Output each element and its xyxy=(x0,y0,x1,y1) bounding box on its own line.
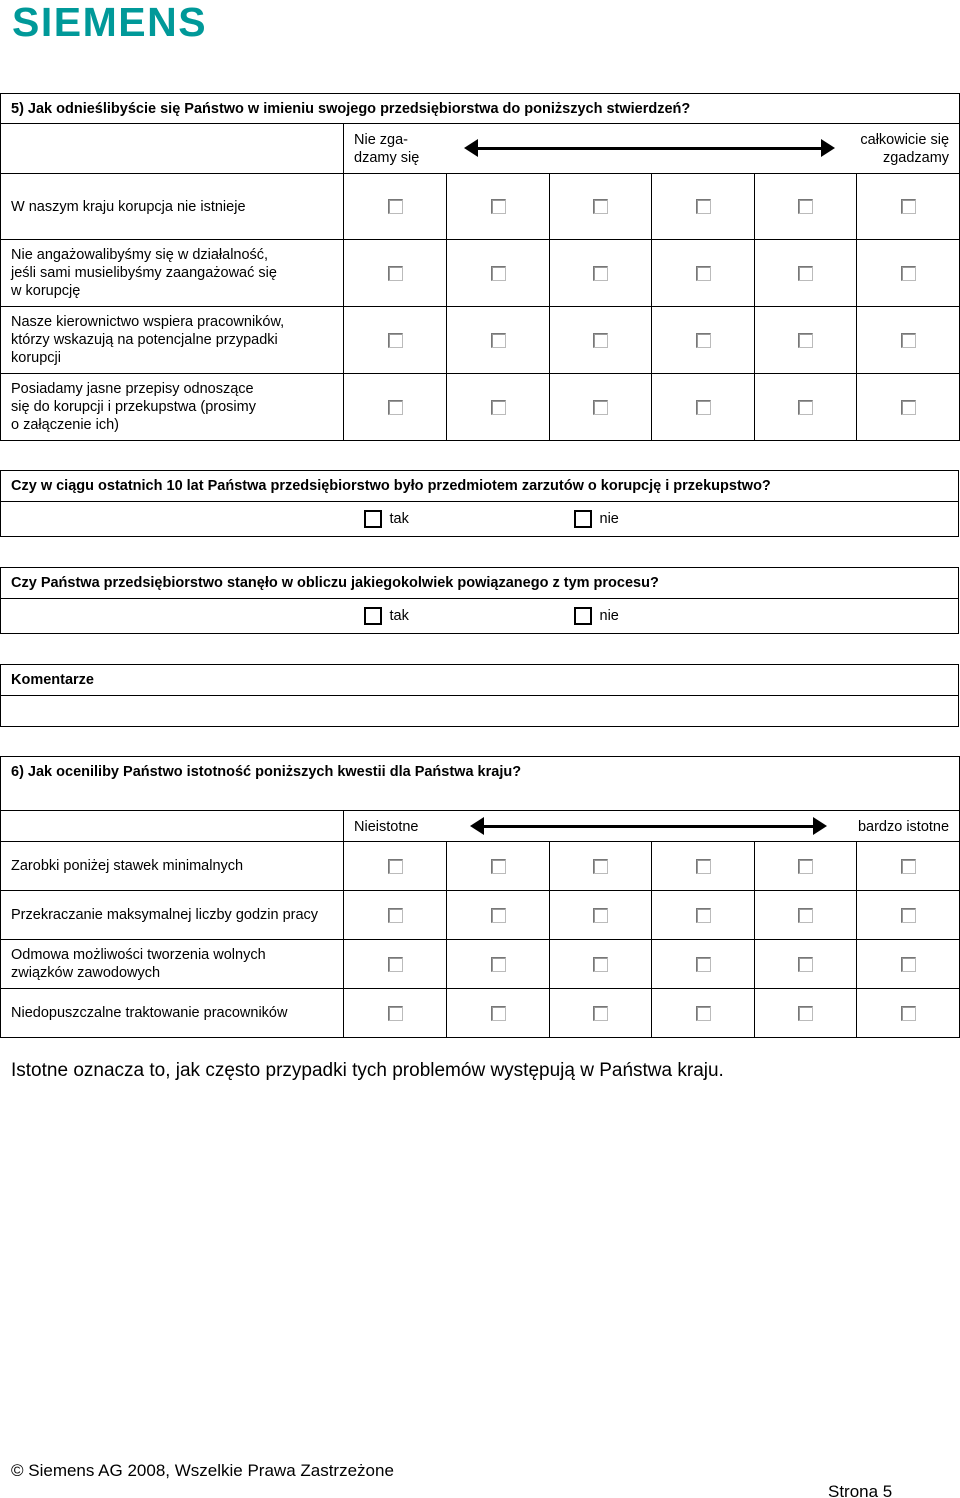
q5-row-label-line: o załączenie ich) xyxy=(11,417,119,433)
checkbox[interactable] xyxy=(901,1006,916,1021)
checkbox[interactable] xyxy=(388,859,403,874)
checkbox[interactable] xyxy=(491,400,506,415)
checkbox[interactable] xyxy=(491,266,506,281)
checkbox[interactable] xyxy=(798,400,813,415)
checkbox[interactable] xyxy=(901,333,916,348)
checkbox[interactable] xyxy=(901,859,916,874)
checkbox[interactable] xyxy=(901,266,916,281)
checkbox[interactable] xyxy=(593,199,608,214)
checkbox[interactable] xyxy=(491,859,506,874)
checkbox[interactable] xyxy=(798,333,813,348)
q5-row xyxy=(1,307,960,374)
no-checkbox[interactable] xyxy=(574,607,592,625)
process-question: Czy Państwa przedsiębiorstwo stanęło w obliczu jakiegokolwiek powiązanego z tym procesu? xyxy=(1,568,959,599)
checkbox[interactable] xyxy=(491,1006,506,1021)
q5-title: 5) Jak odnieślibyście się Państwo w imieniu swojego przedsiębiorstwa do poniższych stwierdzeń? xyxy=(1,94,960,124)
q6-row xyxy=(1,842,960,891)
checkbox[interactable] xyxy=(491,957,506,972)
checkbox[interactable] xyxy=(593,333,608,348)
q6-row-label-line: Odmowa możliwości tworzenia wolnych xyxy=(11,947,266,963)
q6-row-label: Niedopuszczalne traktowanie pracowników xyxy=(11,1005,288,1021)
checkbox[interactable] xyxy=(696,957,711,972)
checkbox[interactable] xyxy=(696,859,711,874)
checkbox[interactable] xyxy=(388,266,403,281)
yes-checkbox[interactable] xyxy=(364,607,382,625)
q5-row-label-line: jeśli sami musielibyśmy zaangażować się xyxy=(11,265,277,281)
checkbox[interactable] xyxy=(593,957,608,972)
importance-note: Istotne oznacza to, jak często przypadki tych problemów występują w Państwa kraju. xyxy=(11,1060,724,1081)
q6-row xyxy=(1,891,960,940)
checkbox[interactable] xyxy=(388,957,403,972)
no-checkbox[interactable] xyxy=(574,510,592,528)
no-label: nie xyxy=(599,511,619,527)
q6-scale xyxy=(344,811,960,842)
q6-row xyxy=(1,989,960,1038)
process-table xyxy=(0,567,959,634)
q6-row-label: Przekraczanie maksymalnej liczby godzin pracy xyxy=(11,907,319,923)
checkbox[interactable] xyxy=(696,199,711,214)
allegations-table xyxy=(0,470,959,537)
q5-row-label-line: którzy wskazują na potencjalne przypadki xyxy=(11,332,278,348)
q5-scale-right-line1: całkowicie się xyxy=(860,131,950,148)
q5-table xyxy=(0,93,960,441)
q6-row xyxy=(1,940,960,989)
q5-row xyxy=(1,174,960,240)
checkbox[interactable] xyxy=(696,1006,711,1021)
q5-row-label-line: Posiadamy jasne przepisy odnoszące xyxy=(11,381,254,397)
q5-scale-right-line2: zgadzamy xyxy=(882,149,950,166)
checkbox[interactable] xyxy=(696,333,711,348)
comments-title: Komentarze xyxy=(1,665,959,696)
q5-scale-left-line2: dzamy się xyxy=(354,149,420,166)
comments-table xyxy=(0,664,959,727)
checkbox[interactable] xyxy=(593,266,608,281)
checkbox[interactable] xyxy=(798,908,813,923)
checkbox[interactable] xyxy=(388,400,403,415)
checkbox[interactable] xyxy=(491,908,506,923)
checkbox[interactable] xyxy=(696,266,711,281)
page-number: Strona 5 xyxy=(828,1482,893,1498)
checkbox[interactable] xyxy=(593,1006,608,1021)
allegations-question: Czy w ciągu ostatnich 10 lat Państwa przedsiębiorstwo było przedmiotem zarzutów o korupcję i przekupstwo? xyxy=(1,471,959,502)
q6-title: 6) Jak oceniliby Państwo istotność poniższych kwestii dla Państwa kraju? xyxy=(1,757,960,811)
checkbox[interactable] xyxy=(491,333,506,348)
checkbox[interactable] xyxy=(388,1006,403,1021)
footer-copyright: © Siemens AG 2008, Wszelkie Prawa Zastrzeżone xyxy=(11,1461,394,1480)
q6-table xyxy=(0,756,960,1038)
q5-row xyxy=(1,374,960,441)
q5-row-label-line: się do korupcji i przekupstwa (prosimy xyxy=(11,399,256,415)
scale-arrow xyxy=(476,147,823,150)
q6-row-label-line: związków zawodowych xyxy=(11,965,161,981)
q5-row-label-line: korupcji xyxy=(11,350,61,366)
siemens-logo: SIEMENS xyxy=(12,0,208,45)
q6-row-label: Zarobki poniżej stawek minimalnych xyxy=(11,858,244,874)
checkbox[interactable] xyxy=(696,908,711,923)
q6-scale-left: Nieistotne xyxy=(354,818,419,835)
q5-scale xyxy=(344,124,960,174)
yes-checkbox[interactable] xyxy=(364,510,382,528)
checkbox[interactable] xyxy=(901,199,916,214)
checkbox[interactable] xyxy=(901,908,916,923)
checkbox[interactable] xyxy=(798,266,813,281)
comments-field[interactable] xyxy=(1,696,959,727)
q6-scale-right: bardzo istotne xyxy=(857,818,950,835)
checkbox[interactable] xyxy=(798,199,813,214)
checkbox[interactable] xyxy=(798,1006,813,1021)
checkbox[interactable] xyxy=(798,859,813,874)
checkbox[interactable] xyxy=(696,400,711,415)
checkbox[interactable] xyxy=(798,957,813,972)
q5-row-label-line: Nasze kierownictwo wspiera pracowników, xyxy=(11,314,285,330)
checkbox[interactable] xyxy=(593,908,608,923)
scale-arrow xyxy=(482,825,815,828)
no-label: nie xyxy=(599,608,619,624)
checkbox[interactable] xyxy=(901,957,916,972)
q5-scale-left-line1: Nie zga- xyxy=(354,131,408,148)
checkbox[interactable] xyxy=(388,908,403,923)
q5-row-label-line: w korupcję xyxy=(11,283,81,299)
q5-row-label-line: Nie angażowalibyśmy się w działalność, xyxy=(11,247,269,263)
checkbox[interactable] xyxy=(491,199,506,214)
q5-row-label: W naszym kraju korupcja nie istnieje xyxy=(11,198,246,215)
checkbox[interactable] xyxy=(593,400,608,415)
checkbox[interactable] xyxy=(901,400,916,415)
q5-row xyxy=(1,240,960,307)
checkbox[interactable] xyxy=(388,333,403,348)
checkbox[interactable] xyxy=(593,859,608,874)
yes-label: tak xyxy=(389,608,409,624)
yes-label: tak xyxy=(389,511,409,527)
checkbox[interactable] xyxy=(388,199,403,214)
